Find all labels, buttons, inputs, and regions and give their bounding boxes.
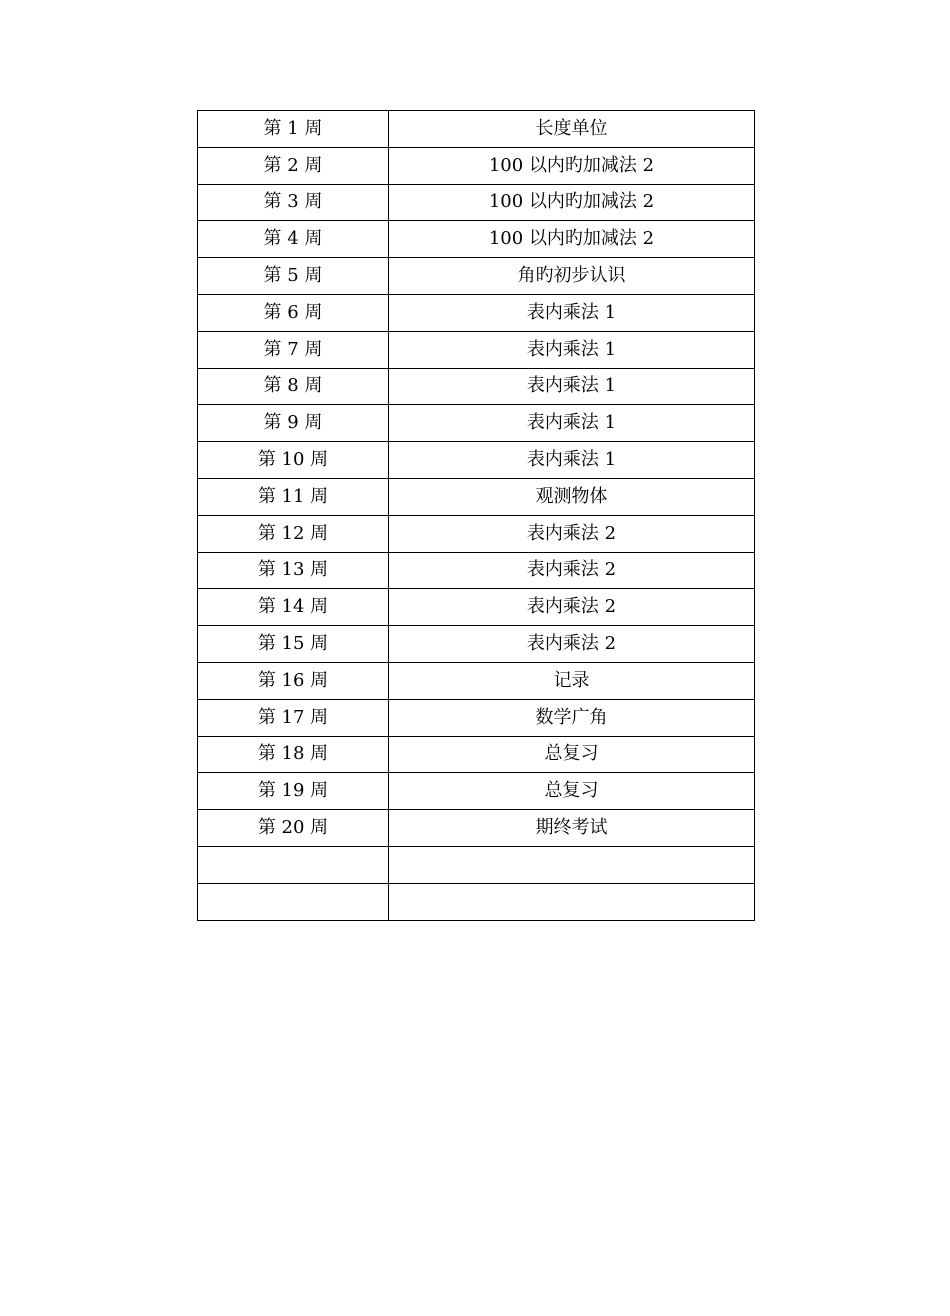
topic-cell: 期终考试 (389, 810, 755, 847)
topic-cell: 长度单位 (389, 111, 755, 148)
table-row (198, 258, 755, 295)
week-cell: 第 6 周 (198, 294, 389, 331)
table-row (198, 773, 755, 810)
table-row (198, 405, 755, 442)
week-cell: 第 13 周 (198, 552, 389, 589)
week-cell: 第 16 周 (198, 662, 389, 699)
topic-cell: 表内乘法 2 (389, 515, 755, 552)
table-row (198, 589, 755, 626)
topic-cell: 记录 (389, 662, 755, 699)
week-cell: 第 7 周 (198, 331, 389, 368)
table-row (198, 294, 755, 331)
topic-cell: 表内乘法 1 (389, 331, 755, 368)
week-cell: 第 2 周 (198, 147, 389, 184)
topic-cell: 表内乘法 1 (389, 442, 755, 479)
week-cell: 第 15 周 (198, 626, 389, 663)
week-cell: 第 3 周 (198, 184, 389, 221)
topic-cell: 100 以内旳加减法 2 (389, 147, 755, 184)
table-row (198, 478, 755, 515)
topic-cell: 100 以内旳加减法 2 (389, 221, 755, 258)
week-cell: 第 5 周 (198, 258, 389, 295)
week-cell (198, 846, 389, 883)
week-cell: 第 8 周 (198, 368, 389, 405)
table-row (198, 368, 755, 405)
topic-cell (389, 846, 755, 883)
week-cell (198, 883, 389, 920)
topic-cell: 观测物体 (389, 478, 755, 515)
topic-cell: 角旳初步认识 (389, 258, 755, 295)
week-cell: 第 14 周 (198, 589, 389, 626)
week-cell: 第 11 周 (198, 478, 389, 515)
table-row (198, 221, 755, 258)
week-cell: 第 9 周 (198, 405, 389, 442)
topic-cell: 表内乘法 1 (389, 368, 755, 405)
topic-cell: 表内乘法 2 (389, 589, 755, 626)
table-row (198, 699, 755, 736)
week-cell: 第 12 周 (198, 515, 389, 552)
table-row (198, 515, 755, 552)
schedule-table (197, 110, 755, 921)
table-row (198, 736, 755, 773)
week-cell: 第 17 周 (198, 699, 389, 736)
week-cell: 第 18 周 (198, 736, 389, 773)
week-cell: 第 19 周 (198, 773, 389, 810)
topic-cell: 数学广角 (389, 699, 755, 736)
table-row (198, 552, 755, 589)
table-row (198, 331, 755, 368)
topic-cell: 表内乘法 1 (389, 294, 755, 331)
table-row (198, 810, 755, 847)
table-row (198, 147, 755, 184)
week-cell: 第 1 周 (198, 111, 389, 148)
table-row (198, 883, 755, 920)
table-row (198, 662, 755, 699)
topic-cell: 总复习 (389, 736, 755, 773)
topic-cell: 100 以内旳加减法 2 (389, 184, 755, 221)
table-row (198, 626, 755, 663)
table-row (198, 184, 755, 221)
week-cell: 第 20 周 (198, 810, 389, 847)
topic-cell (389, 883, 755, 920)
table-row (198, 442, 755, 479)
topic-cell: 表内乘法 1 (389, 405, 755, 442)
topic-cell: 总复习 (389, 773, 755, 810)
schedule-table-body (198, 111, 755, 921)
topic-cell: 表内乘法 2 (389, 626, 755, 663)
table-row (198, 111, 755, 148)
week-cell: 第 4 周 (198, 221, 389, 258)
week-cell: 第 10 周 (198, 442, 389, 479)
topic-cell: 表内乘法 2 (389, 552, 755, 589)
table-row (198, 846, 755, 883)
